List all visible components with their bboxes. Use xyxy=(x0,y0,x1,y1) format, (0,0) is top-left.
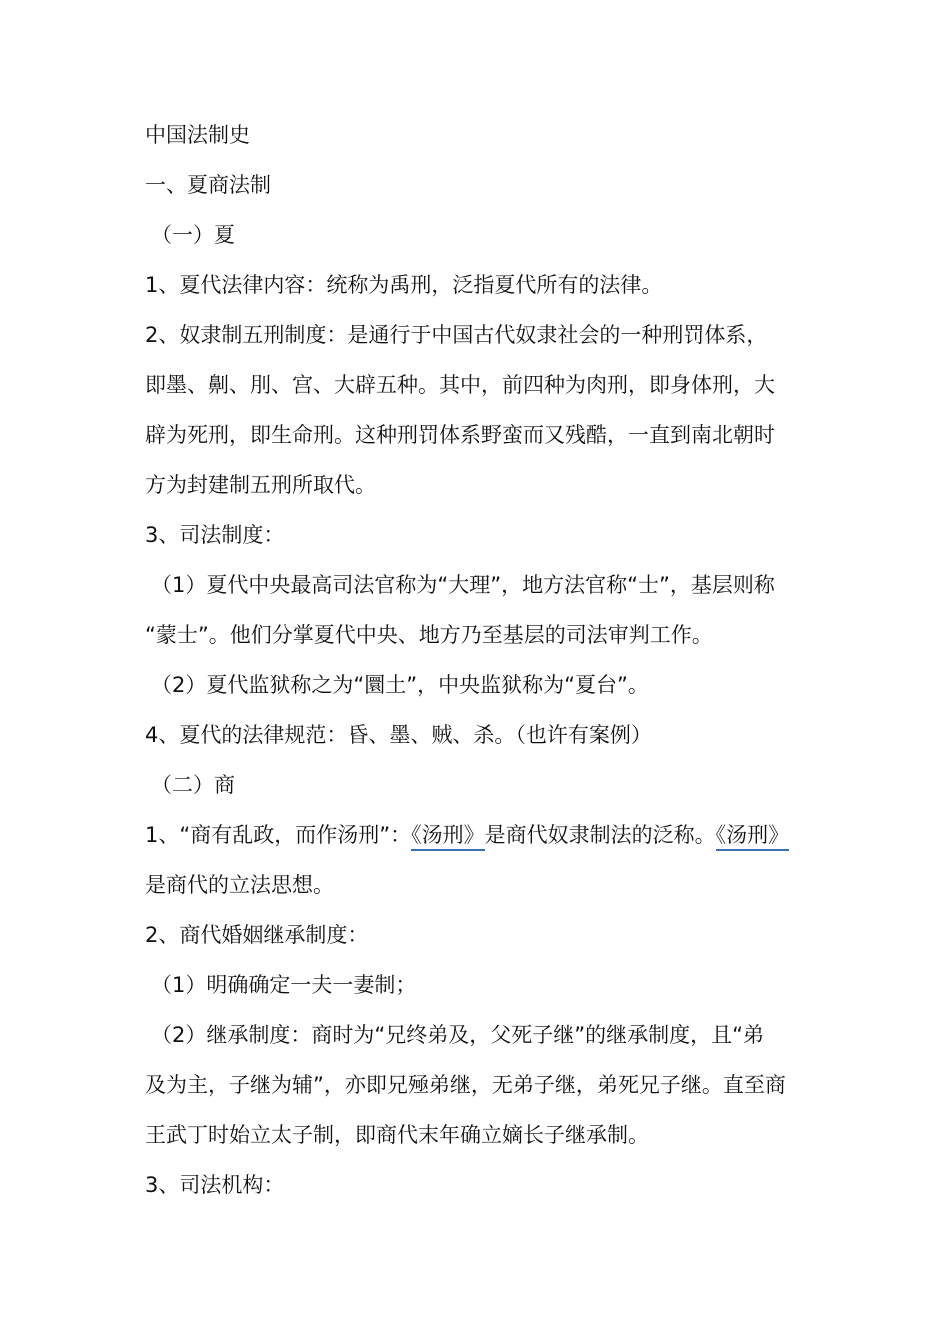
paragraph-line: 辟为死刑，即生命刑。这种刑罚体系野蛮而又残酷，一直到南北朝时 xyxy=(145,423,775,447)
paragraph-line: 2、商代婚姻继承制度： xyxy=(145,923,369,947)
paragraph-line: 4、夏代的法律规范：昏、墨、贼、杀。（也许有案例） xyxy=(145,723,652,747)
paragraph-line: 是商代的立法思想。 xyxy=(145,873,334,897)
line-middle: 是商代奴隶制法的泛称。 xyxy=(484,823,716,847)
paragraph-line: （2）继承制度：商时为“兄终弟及，父死子继”的继承制度，且“弟 xyxy=(151,1023,764,1047)
section-heading-xia-shang: 一、夏商法制 xyxy=(145,173,271,197)
paragraph-line: 王武丁时始立太子制，即商代末年确立嫡长子继承制。 xyxy=(145,1123,649,1147)
line-prefix: 1、“商有乱政，而作汤刑”： xyxy=(145,823,412,847)
paragraph-line: 3、司法制度： xyxy=(145,523,285,547)
paragraph-line: （2）夏代监狱称之为“圜土”，中央监狱称为“夏台”。 xyxy=(151,673,649,697)
paragraph-line: 3、司法机构： xyxy=(145,1173,285,1197)
tangxing-link[interactable]: 《汤刑》 xyxy=(716,823,790,851)
subsection-heading-shang: （二）商 xyxy=(151,773,235,797)
paragraph-line: 即墨、劓、刖、宫、大辟五种。其中，前四种为肉刑，即身体刑，大 xyxy=(145,373,775,397)
document-title: 中国法制史 xyxy=(145,123,250,147)
paragraph-line: （1）明确确定一夫一妻制； xyxy=(151,973,417,997)
paragraph-line: “蒙士”。他们分掌夏代中央、地方乃至基层的司法审判工作。 xyxy=(145,623,713,647)
subsection-heading-xia: （一）夏 xyxy=(151,223,235,247)
tangxing-link[interactable]: 《汤刑》 xyxy=(411,823,485,851)
document-body xyxy=(145,110,810,1210)
paragraph-line: 1、夏代法律内容：统称为禹刑，泛指夏代所有的法律。 xyxy=(145,273,663,297)
paragraph-line: （1）夏代中央最高司法官称为“大理”，地方法官称“士”，基层则称 xyxy=(151,573,775,597)
paragraph-line: 及为主，子继为辅”，亦即兄殛弟继，无弟子继，弟死兄子继。直至商 xyxy=(145,1073,786,1097)
paragraph-line-with-links xyxy=(145,810,810,860)
paragraph-line: 2、奴隶制五刑制度：是通行于中国古代奴隶社会的一种刑罚体系， xyxy=(145,323,768,347)
paragraph-line: 方为封建制五刑所取代。 xyxy=(145,473,376,497)
